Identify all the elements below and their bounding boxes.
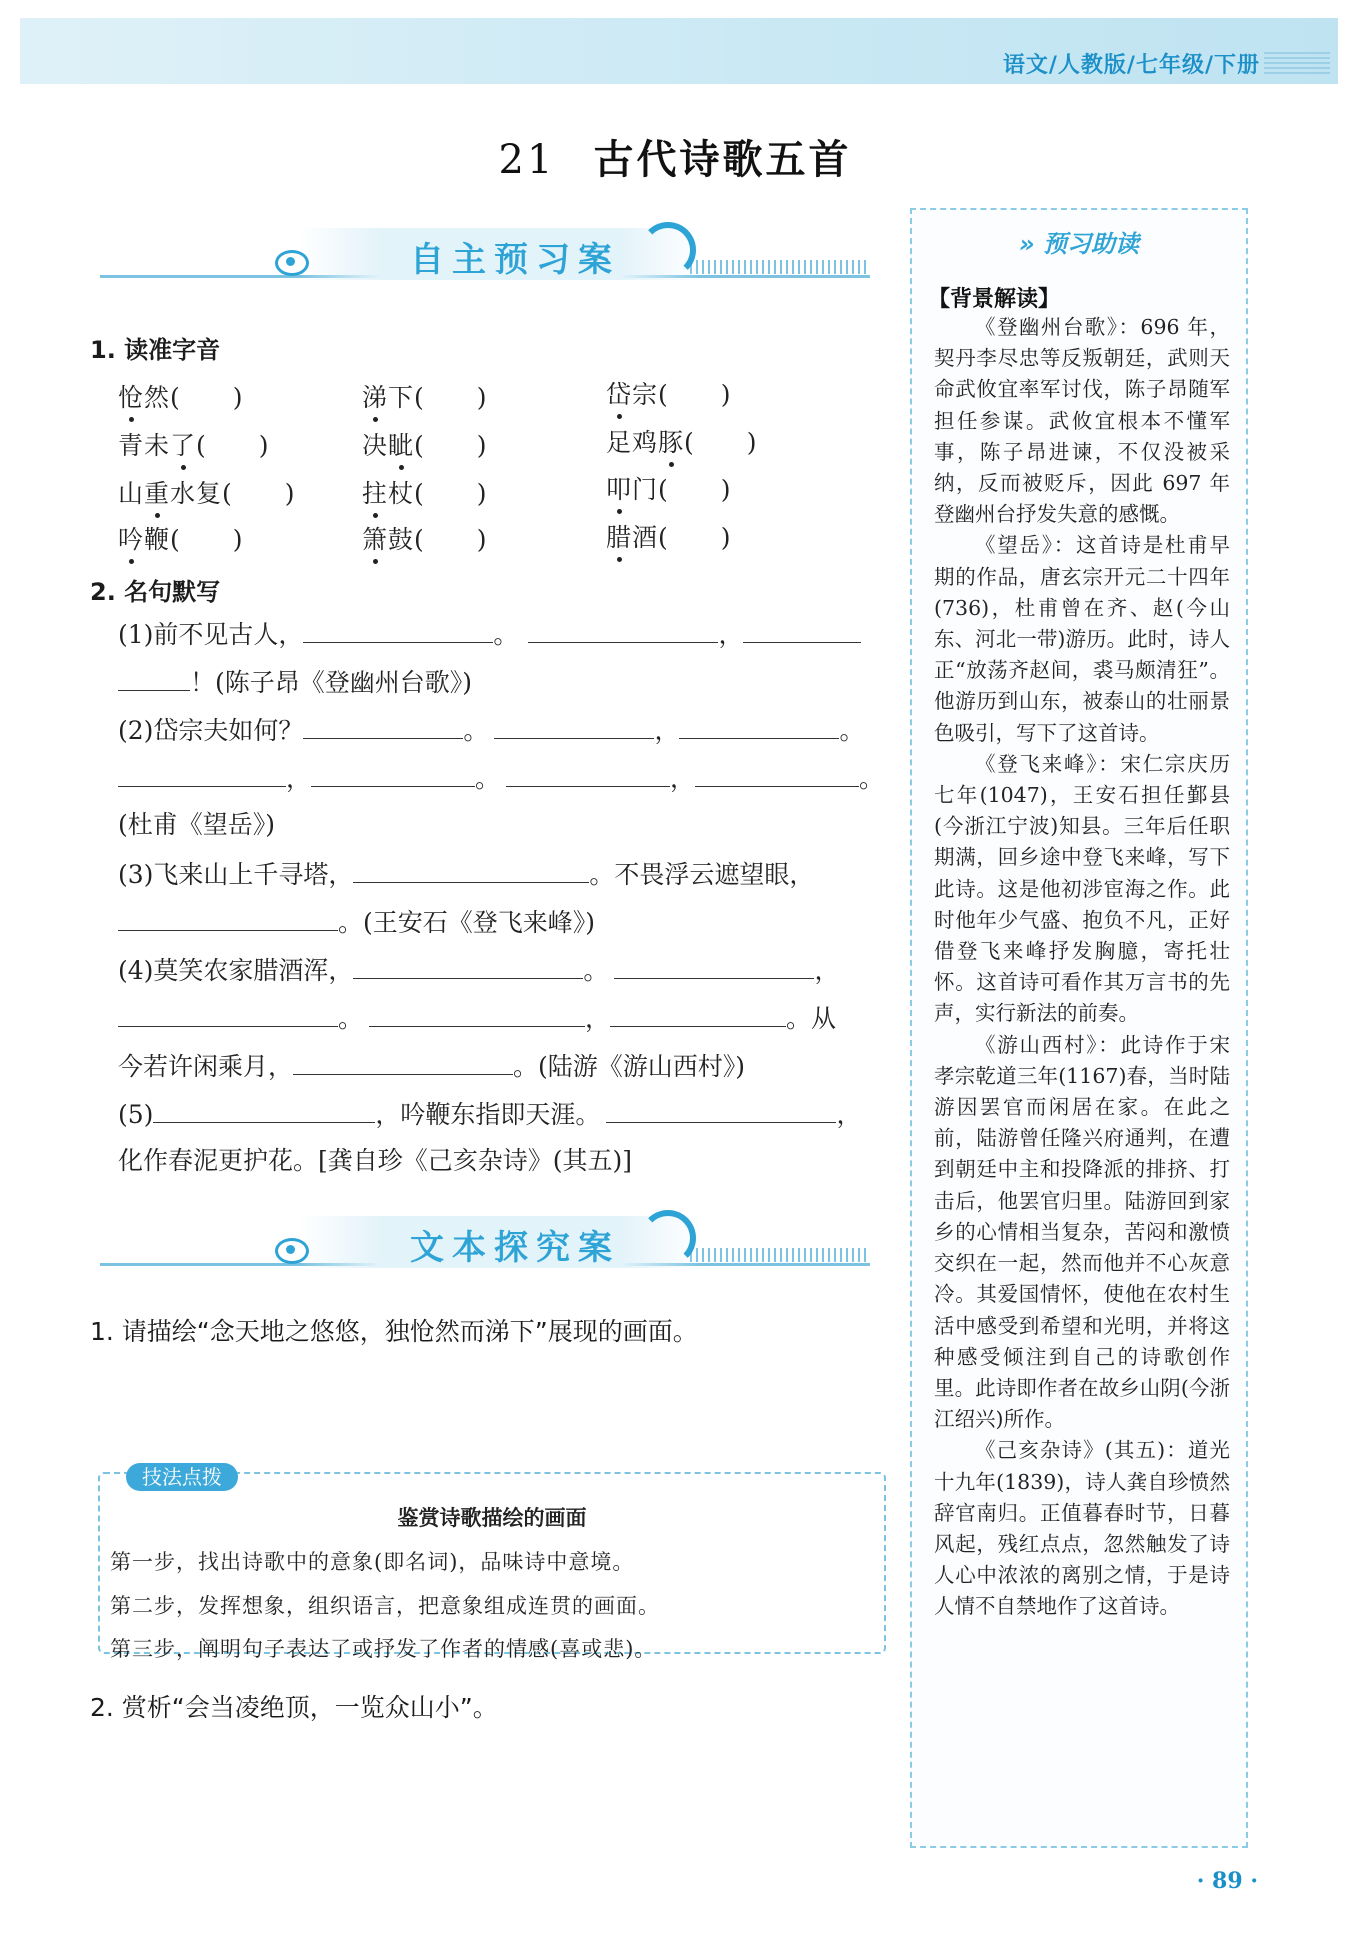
pinyin-item: 青未了( ) — [118, 431, 270, 460]
dictation-line: (2)岱宗夫如何？ 。 ， 。 — [118, 716, 865, 745]
answer-blank[interactable] — [303, 620, 493, 643]
answer-blank[interactable] — [118, 1004, 338, 1027]
pinyin-item: 怆然( ) — [118, 383, 244, 412]
answer-blank[interactable] — [311, 764, 475, 787]
answer-blank[interactable] — [293, 1052, 513, 1075]
answer-blank[interactable] — [494, 716, 654, 739]
question-heading: 2. 名句默写 — [90, 578, 221, 606]
answer-blank[interactable] — [679, 716, 839, 739]
pinyin-item: 拄杖( ) — [362, 479, 488, 508]
lesson-title-text: 古代诗歌五首 — [593, 136, 852, 183]
dictation-line: (1)前不见古人， 。 ， — [118, 620, 888, 647]
banner-ticks — [690, 1248, 870, 1262]
pinyin-item: 吟鞭( ) — [118, 525, 244, 554]
page-number: · 89 · — [1196, 1868, 1258, 1894]
background-paragraph: 《登幽州台歌》：696 年，契丹李尽忠等反叛朝廷，武则天命武攸宜率军讨伐，陈子昂随军担任参谋。武攸宜根本不懂军事，陈子昂进谏，不仅没被采纳，反而被贬斥，因此 697 年登幽州台抒发失意的感慨。 — [934, 315, 1230, 527]
section-title: 自主预习案 — [410, 240, 620, 280]
double-chevron-icon: » — [1019, 230, 1035, 258]
answer-blank[interactable] — [506, 764, 670, 787]
tip-badge: 技法点拨 — [126, 1463, 238, 1491]
answer-blank[interactable] — [353, 860, 589, 883]
answer-blank[interactable] — [353, 956, 583, 979]
dictation-line: ， 。 ， 。 — [118, 764, 888, 791]
banner-ticks — [690, 260, 870, 274]
eye-icon — [275, 1238, 309, 1264]
answer-blank[interactable] — [610, 1004, 786, 1027]
question-text: 2. 赏析“会当凌绝顶，一览众山小”。 — [90, 1693, 498, 1722]
background-paragraph: 《望岳》：这首诗是杜甫早期的作品，唐玄宗开元二十四年(736)，杜甫曾在齐、赵(今山东、河北一带)游历。此时，诗人正“放荡齐赵间，裘马颇清狂”。他游历到山东，被泰山的壮丽景色吸引，写下了这首诗。 — [934, 533, 1230, 745]
tip-step: 第三步，阐明句子表达了或抒发了作者的情感(喜或悲)。 — [110, 1637, 657, 1661]
section-banner-preview — [100, 228, 870, 288]
pinyin-item: 足鸡豚( ) — [606, 428, 758, 457]
sidebar-body — [934, 312, 1230, 1623]
tip-step: 第一步，找出诗歌中的意象(即名词)，品味诗中意境。 — [110, 1550, 635, 1574]
dictation-line: 。 ， 。从 — [118, 1004, 888, 1031]
answer-blank[interactable] — [118, 668, 190, 691]
question-text: 1. 请描绘“念天地之悠悠，独怆然而涕下”展现的画面。 — [90, 1317, 698, 1346]
answer-blank[interactable] — [303, 716, 463, 739]
swirl-icon — [640, 1210, 696, 1266]
answer-blank[interactable] — [118, 764, 286, 787]
lesson-title — [0, 128, 1350, 185]
dictation-line: ！(陈子昂《登幽州台歌》) — [118, 668, 888, 695]
sidebar-title: » 预习助读 — [1019, 230, 1139, 258]
answer-blank[interactable] — [743, 620, 861, 643]
dictation-line: 今若许闲乘月， 。(陆游《游山西村》) — [118, 1052, 746, 1081]
header-decoration — [1264, 52, 1330, 74]
background-paragraph: 《己亥杂诗》(其五)：道光十九年(1839)，诗人龚自珍愤然辞官南归。正值暮春时节，日暮风起，残红点点，忽然触发了诗人心中浓浓的离别之情，于是诗人情不自禁地作了这首诗。 — [934, 1438, 1230, 1619]
pinyin-item: 叩门( ) — [606, 475, 732, 504]
tip-title: 鉴赏诗歌描绘的画面 — [397, 1506, 587, 1530]
dictation-line: (4)莫笑农家腊酒浑， 。 ， — [118, 956, 840, 985]
answer-blank[interactable] — [369, 1004, 585, 1027]
background-paragraph: 《游山西村》：此诗作于宋孝宗乾道三年(1167)春，当时陆游因罢官而闲居在家。在此之前，陆游曾任隆兴府通判，在遭到朝廷中主和投降派的排挤、打击后，他罢官归里。陆游回到家乡的心情相当复杂，苦闷和激愤交织在一起，然而他并不心灰意冷。其爱国情怀，使他在农村生活中感受到希望和光明，并将这种感受倾注到自己的诗歌创作里。此诗即作者在故乡山阴(今浙江绍兴)所作。 — [934, 1032, 1230, 1432]
pinyin-item: 山重水复( ) — [118, 479, 296, 508]
answer-blank[interactable] — [606, 1100, 836, 1123]
pinyin-item: 岱宗( ) — [606, 380, 732, 409]
dictation-line: (3)飞来山上千寻塔， 。不畏浮云遮望眼， — [118, 860, 815, 889]
book-title: 语文/人教版/七年级/下册 — [1002, 53, 1260, 78]
eye-icon — [275, 250, 309, 276]
answer-blank[interactable] — [528, 620, 718, 643]
pinyin-item: 决眦( ) — [362, 431, 488, 460]
pinyin-item: 腊酒( ) — [606, 523, 732, 552]
pinyin-item: 涕下( ) — [362, 383, 488, 412]
lesson-number: 21 — [498, 137, 556, 183]
dictation-line: (杜甫《望岳》) — [118, 810, 276, 839]
answer-blank[interactable] — [614, 956, 814, 979]
dictation-line: 。(王安石《登飞来峰》) — [118, 908, 888, 935]
swirl-icon — [640, 222, 696, 278]
section-title: 文本探究案 — [410, 1228, 620, 1268]
tip-step: 第二步，发挥想象，组织语言，把意象组成连贯的画面。 — [110, 1594, 660, 1618]
answer-blank[interactable] — [153, 1100, 375, 1123]
pinyin-item: 箫鼓( ) — [362, 525, 488, 554]
dictation-line: (5) ，吟鞭东指即天涯。 ， — [118, 1100, 862, 1129]
answer-blank[interactable] — [695, 764, 859, 787]
dictation-line: 化作春泥更护花。[龚自珍《己亥杂诗》(其五)] — [118, 1146, 633, 1175]
sidebar-heading: 【背景解读】 — [928, 287, 1061, 312]
section-banner-explore — [100, 1216, 870, 1276]
question-heading: 1. 读准字音 — [90, 336, 221, 364]
answer-blank[interactable] — [118, 908, 338, 931]
background-paragraph: 《登飞来峰》：宋仁宗庆历七年(1047)，王安石担任鄞县(今浙江宁波)知县。三年后任职期满，回乡途中登飞来峰，写下此诗。这是他初涉宦海之作。此时他年少气盛、抱负不凡，正好借登飞来峰抒发胸臆，寄托壮怀。这首诗可看作其万言书的先声，实行新法的前奏。 — [934, 751, 1230, 1026]
